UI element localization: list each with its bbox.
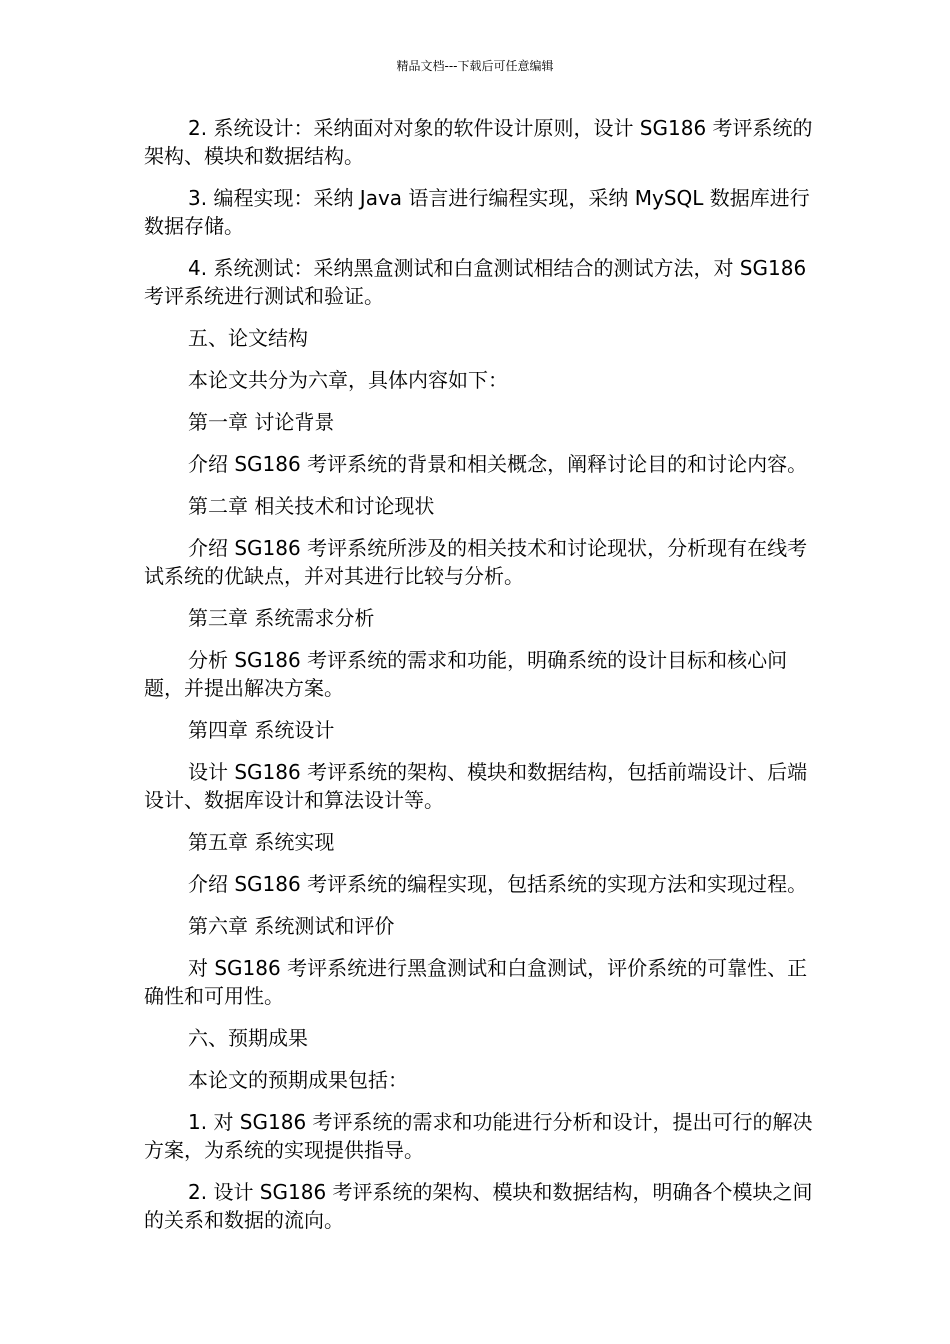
paragraph-programming: 3. 编程实现：采纳 Java 语言进行编程实现，采纳 MySQL 数据库进行数据存储。 bbox=[144, 186, 810, 238]
paragraph-results-intro: 本论文的预期成果包括： bbox=[188, 1068, 408, 1092]
chapter-1-description: 介绍 SG186 考评系统的背景和相关概念，阐释讨论目的和讨论内容。 bbox=[188, 452, 808, 476]
chapter-2-description: 介绍 SG186 考评系统所涉及的相关技术和讨论现状，分析现有在线考试系统的优缺点，并对其进行比较与分析。 bbox=[144, 536, 808, 588]
chapter-2-title: 第二章 相关技术和讨论现状 bbox=[188, 494, 435, 518]
paragraph-system-testing: 4. 系统测试：采纳黑盒测试和白盒测试相结合的测试方法，对 SG186 考评系统进行测试和验证。 bbox=[144, 256, 807, 308]
chapter-6-title: 第六章 系统测试和评价 bbox=[188, 914, 395, 938]
chapter-6-description: 对 SG186 考评系统进行黑盒测试和白盒测试，评价系统的可靠性、正确性和可用性。 bbox=[144, 956, 808, 1008]
chapter-4-title: 第四章 系统设计 bbox=[188, 718, 335, 742]
chapter-1-title: 第一章 讨论背景 bbox=[188, 410, 335, 434]
paragraph-system-design: 2. 系统设计：采纳面对对象的软件设计原则，设计 SG186 考评系统的架构、模块和数据结构。 bbox=[144, 116, 813, 168]
chapter-5-title: 第五章 系统实现 bbox=[188, 830, 335, 854]
paragraph-structure-intro: 本论文共分为六章，具体内容如下： bbox=[188, 368, 508, 392]
chapter-4-description: 设计 SG186 考评系统的架构、模块和数据结构，包括前端设计、后端设计、数据库设计和算法设计等。 bbox=[144, 760, 808, 812]
chapter-3-title: 第三章 系统需求分析 bbox=[188, 606, 375, 630]
section-heading-thesis-structure: 五、论文结构 bbox=[188, 326, 308, 350]
paragraph-result-2: 2. 设计 SG186 考评系统的架构、模块和数据结构，明确各个模块之间的关系和数据的流向。 bbox=[144, 1180, 813, 1232]
paragraph-result-1: 1. 对 SG186 考评系统的需求和功能进行分析和设计，提出可行的解决方案，为系统的实现提供指导。 bbox=[144, 1110, 813, 1162]
document-body bbox=[144, 114, 820, 1248]
section-heading-expected-results: 六、预期成果 bbox=[188, 1026, 308, 1050]
chapter-3-description: 分析 SG186 考评系统的需求和功能，明确系统的设计目标和核心问题，并提出解决方案。 bbox=[144, 648, 788, 700]
page-header: 精品文档---下载后可任意编辑 bbox=[396, 59, 554, 73]
chapter-5-description: 介绍 SG186 考评系统的编程实现，包括系统的实现方法和实现过程。 bbox=[188, 872, 808, 896]
